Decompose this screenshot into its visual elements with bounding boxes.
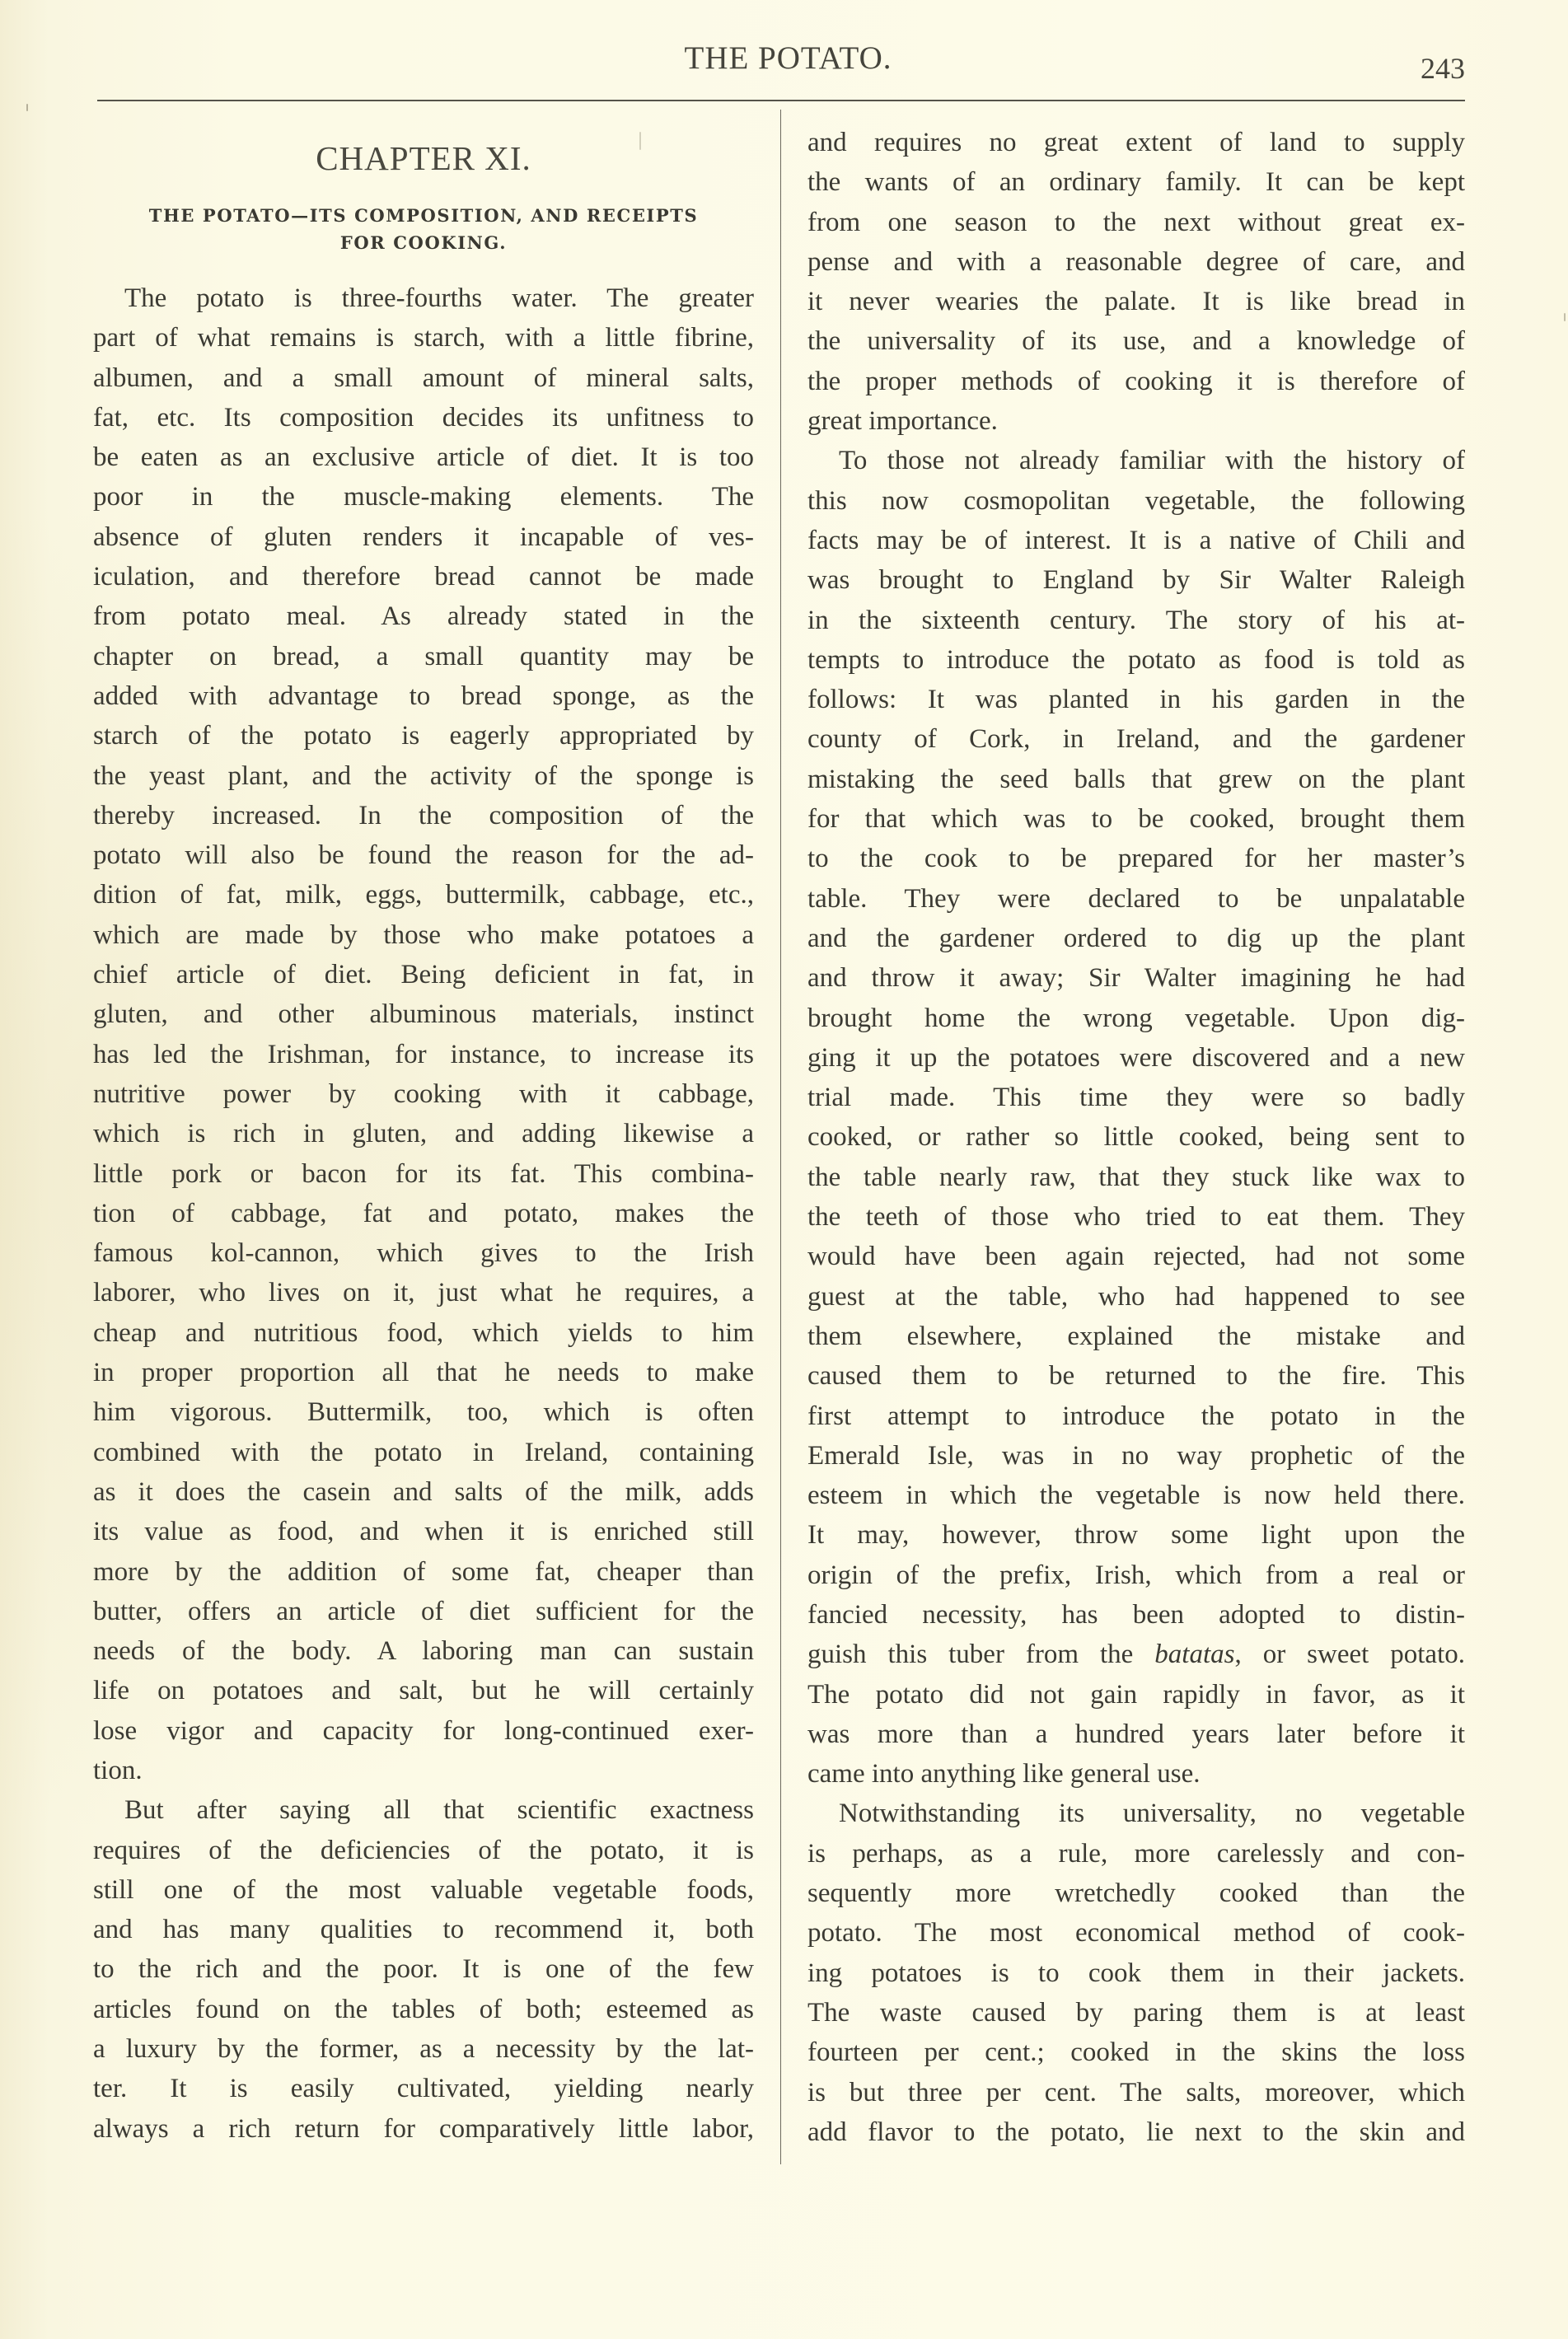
text-line: great importance. — [807, 406, 998, 437]
text-line: part of what remains is starch, with a little fibrine, — [93, 323, 754, 353]
chapter-subtitle-line: FOR COOKING. — [339, 232, 508, 253]
text-line: the yeast plant, and the activity of the sponge is — [93, 760, 754, 791]
text-line: potato will also be found the reason for the ad- — [93, 840, 754, 871]
text-line: famous kol-cannon, which gives to the Irish — [93, 1238, 754, 1269]
text-line: ter. It is easily cultivated, yielding nearly — [93, 2074, 754, 2104]
text-line: has led the Irishman, for instance, to increase its — [93, 1039, 754, 1069]
text-line: as it does the casein and salts of the milk, adds — [93, 1476, 754, 1507]
text-line: fancied necessity, has been adopted to distin- — [807, 1599, 1465, 1630]
text-line: pense and with a reasonable degree of care, and — [807, 246, 1465, 277]
text-line: tion. — [93, 1755, 143, 1785]
text-line: would have been again rejected, had not some — [807, 1242, 1465, 1272]
paper-speck — [26, 104, 28, 111]
text-line: county of Cork, in Ireland, and the gardener — [807, 724, 1465, 755]
text-line: Emerald Isle, was in no way prophetic of the — [807, 1440, 1465, 1471]
text-line: facts may be of interest. It is a native of Chili and — [807, 525, 1465, 555]
text-line: the table nearly raw, that they stuck like wax to — [807, 1162, 1465, 1192]
text-line: first attempt to introduce the potato in the — [807, 1401, 1465, 1431]
text-line: ging it up the potatoes were discovered and a new — [807, 1042, 1465, 1073]
page-number: 243 — [1421, 52, 1465, 85]
text-line: trial made. This time they were so badly — [807, 1083, 1465, 1113]
text-line: poor in the muscle-making elements. The — [93, 482, 754, 512]
header-rule — [97, 100, 1465, 101]
text-line: requires of the deficiencies of the potato, it is — [93, 1835, 754, 1865]
text-line: in the sixteenth century. The story of his at- — [807, 605, 1465, 635]
text-line: caused them to be returned to the fire. This — [807, 1361, 1465, 1392]
text-line: chief article of diet. Being deficient in fat, in — [93, 960, 754, 990]
text-line: was more than a hundred years later before it — [807, 1719, 1465, 1749]
text-line: nutritive power by cooking with it cabbage, — [93, 1078, 754, 1109]
text-line: for that which was to be cooked, brought them — [807, 804, 1465, 835]
text-line: be eaten as an exclusive article of diet. It is too — [93, 442, 754, 473]
text-line: which is rich in gluten, and adding likewise a — [93, 1119, 754, 1149]
text-line: its value as food, and when it is enriched still — [93, 1517, 754, 1547]
text-line: esteem in which the vegetable is now held there. — [807, 1481, 1465, 1511]
text-line: still one of the most valuable vegetable foods, — [93, 1874, 754, 1905]
text-line: thereby increased. In the composition of the — [93, 800, 754, 830]
text-line: articles found on the tables of both; esteemed as — [93, 1994, 754, 2024]
text-line: from one season to the next without great ex- — [807, 207, 1465, 237]
column-divider — [780, 110, 781, 2164]
text-line: fat, etc. Its composition decides its unfitness to — [93, 402, 754, 433]
chapter-subtitle — [93, 202, 754, 256]
text-line: iculation, and therefore bread cannot be made — [93, 562, 754, 592]
text-line: table. They were declared to be unpalatable — [807, 883, 1465, 914]
text-line: the universality of its use, and a knowledge of — [807, 326, 1465, 357]
text-line: it never wearies the palate. It is like bread in — [807, 287, 1465, 317]
running-title: THE POTATO. — [684, 40, 892, 76]
text-line: this now cosmopolitan vegetable, the following — [807, 485, 1465, 516]
text-line-with-italic — [807, 1635, 1465, 1674]
text-fragment: , or sweet potato. — [1234, 1640, 1465, 1670]
text-line: chapter on bread, a small quantity may be — [93, 641, 754, 671]
text-line: cheap and nutritious food, which yields to him — [93, 1317, 754, 1348]
text-line: tion of cabbage, fat and potato, makes the — [93, 1198, 754, 1228]
text-line: brought home the wrong vegetable. Upon dig- — [807, 1003, 1465, 1033]
text-line: and the gardener ordered to dig up the plant — [807, 923, 1465, 953]
text-line: mistaking the seed balls that grew on the plant — [807, 764, 1465, 794]
text-line: Notwithstanding its universality, no vegetable — [839, 1799, 1465, 1829]
text-line: in proper proportion all that he needs to make — [93, 1358, 754, 1388]
text-line: The potato did not gain rapidly in favor, as it — [807, 1679, 1465, 1710]
text-line: laborer, who lives on it, just what he requires, a — [93, 1278, 754, 1308]
text-line: always a rich return for comparatively little labor, — [93, 2113, 754, 2144]
text-line: from potato meal. As already stated in the — [93, 601, 754, 632]
text-line: and has many qualities to recommend it, both — [93, 1915, 754, 1945]
text-line: more by the addition of some fat, cheaper than — [93, 1556, 754, 1587]
text-line: the wants of an ordinary family. It can be kept — [807, 167, 1465, 198]
text-line: came into anything like general use. — [807, 1759, 1201, 1789]
text-line: a luxury by the former, as a necessity by the lat- — [93, 2034, 754, 2065]
text-line: starch of the potato is eagerly appropriated by — [93, 721, 754, 751]
text-line: guest at the table, who had happened to see — [807, 1281, 1465, 1312]
text-line: and throw it away; Sir Walter imagining he had — [807, 963, 1465, 994]
text-line: him vigorous. Buttermilk, too, which is often — [93, 1397, 754, 1428]
text-line: tempts to introduce the potato as food is told as — [807, 644, 1465, 675]
text-line: and requires no great extent of land to supply — [807, 128, 1465, 157]
text-line: add flavor to the potato, lie next to the skin and — [807, 2117, 1465, 2147]
paper-speck — [1564, 313, 1566, 321]
text-line: fourteen per cent.; cooked in the skins the loss — [807, 2037, 1465, 2068]
italic-term: batatas — [1154, 1640, 1235, 1670]
text-line: to the rich and the poor. It is one of the few — [93, 1954, 754, 1985]
text-line: The potato is three-fourths water. The greater — [124, 283, 754, 313]
right-column — [807, 123, 1465, 2152]
text-line: little pork or bacon for its fat. This combina- — [93, 1158, 754, 1189]
text-line: It may, however, throw some light upon the — [807, 1520, 1465, 1551]
text-line: added with advantage to bread sponge, as the — [93, 681, 754, 711]
paper-speck — [639, 132, 641, 150]
text-line: origin of the prefix, Irish, which from a real or — [807, 1560, 1465, 1590]
text-line: follows: It was planted in his garden in the — [807, 685, 1465, 715]
text-line: absence of gluten renders it incapable of ves- — [93, 522, 754, 552]
text-line: But after saying all that scientific exactness — [124, 1795, 754, 1826]
text-line: life on potatoes and salt, but he will certainly — [93, 1676, 754, 1706]
text-line: The waste caused by paring them is at least — [807, 1997, 1465, 2028]
text-line: cooked, or rather so little cooked, being sent to — [807, 1122, 1465, 1153]
text-fragment: guish this tuber from the — [807, 1640, 1155, 1670]
text-line: butter, offers an article of diet sufficient for the — [93, 1596, 754, 1626]
text-line: lose vigor and capacity for long-continued exer- — [93, 1715, 754, 1746]
text-line: the proper methods of cooking it is therefore of — [807, 366, 1465, 396]
text-line: combined with the potato in Ireland, containing — [93, 1437, 754, 1467]
text-line: to the cook to be prepared for her master’s — [807, 844, 1465, 874]
text-line: To those not already familiar with the history of — [839, 446, 1465, 476]
chapter-title: CHAPTER XI. — [316, 139, 531, 177]
text-line: dition of fat, milk, eggs, buttermilk, cabbage, etc., — [93, 880, 754, 910]
text-line: needs of the body. A laboring man can sustain — [93, 1636, 754, 1667]
text-line: them elsewhere, explained the mistake and — [807, 1321, 1465, 1351]
text-line: potato. The most economical method of cook- — [807, 1918, 1465, 1948]
text-line: which are made by those who make potatoes a — [93, 919, 754, 950]
text-line: sequently more wretchedly cooked than the — [807, 1878, 1465, 1909]
chapter-subtitle-line: THE POTATO—ITS COMPOSITION, AND RECEIPTS — [148, 205, 699, 226]
left-column — [93, 278, 754, 2149]
text-line: the teeth of those who tried to eat them. They — [807, 1202, 1465, 1233]
text-line: is but three per cent. The salts, moreover, which — [807, 2077, 1465, 2107]
text-line: is perhaps, as a rule, more carelessly and con- — [807, 1838, 1465, 1869]
text-line: albumen, and a small amount of mineral salts, — [93, 363, 754, 393]
text-line: gluten, and other albuminous materials, instinct — [93, 999, 754, 1030]
text-line: was brought to England by Sir Walter Raleigh — [807, 565, 1465, 596]
text-line: ing potatoes is to cook them in their jackets. — [807, 1958, 1465, 1988]
